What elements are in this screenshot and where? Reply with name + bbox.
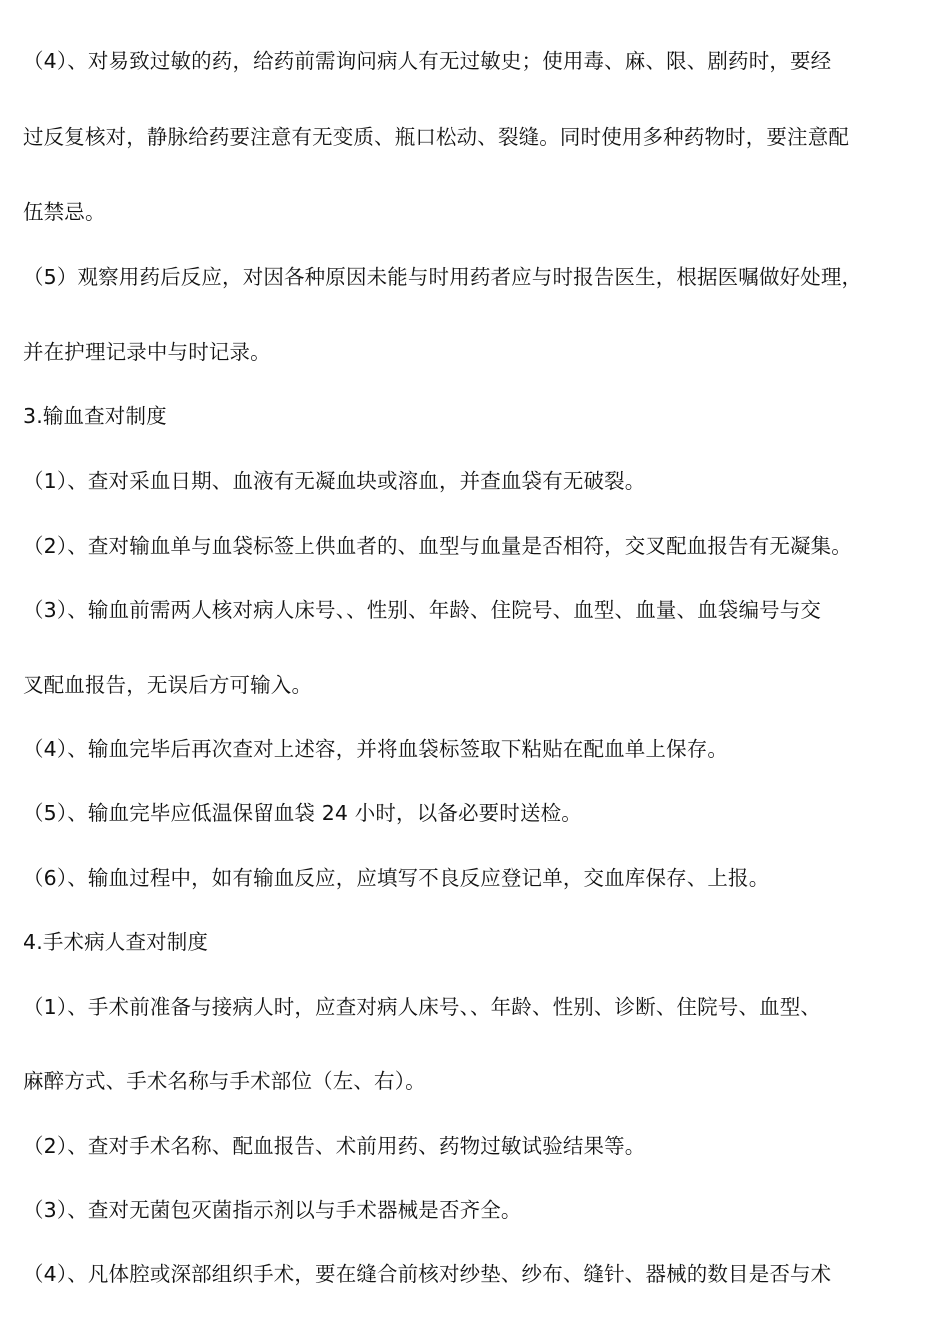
paragraph-line: （2）、查对手术名称、配血报告、术前用药、药物过敏试验结果等。: [23, 1134, 646, 1158]
paragraph-line: （6）、输血过程中，如有输血反应，应填写不良反应登记单，交血库保存、上报。: [23, 866, 770, 890]
paragraph-line: 麻醉方式、手术名称与手术部位（左、右）。: [23, 1069, 426, 1093]
paragraph-line: （3）、输血前需两人核对病人床号、、性别、年龄、住院号、血型、血量、血袋编号与交: [23, 598, 822, 622]
section-heading: 3.输血查对制度: [23, 404, 167, 428]
paragraph-line: 过反复核对，静脉给药要注意有无变质、瓶口松动、裂缝。同时使用多种药物时，要注意配: [23, 125, 849, 149]
paragraph-line: 伍禁忌。: [23, 200, 106, 224]
paragraph-line: （3）、查对无菌包灭菌指示剂以与手术器械是否齐全。: [23, 1198, 522, 1222]
paragraph-line: （5）观察用药后反应，对因各种原因未能与时用药者应与时报告医生，根据医嘱做好处理，: [23, 265, 863, 289]
paragraph-line: （2）、查对输血单与血袋标签上供血者的、血型与血量是否相符，交叉配血报告有无凝集。: [23, 534, 852, 558]
paragraph-line: （4）、输血完毕后再次查对上述容，并将血袋标签取下粘贴在配血单上保存。: [23, 737, 729, 761]
paragraph-line: 并在护理记录中与时记录。: [23, 340, 271, 364]
paragraph-line: （4）、凡体腔或深部组织手术，要在缝合前核对纱垫、纱布、缝针、器械的数目是否与术: [23, 1262, 832, 1286]
section-heading: 4.手术病人查对制度: [23, 930, 209, 954]
paragraph-line: （1）、手术前准备与接病人时，应查对病人床号、、年龄、性别、诊断、住院号、血型、: [23, 995, 822, 1019]
paragraph-line: （5）、输血完毕应低温保留血袋 24 小时，以备必要时送检。: [23, 801, 582, 825]
paragraph-line: 叉配血报告，无误后方可输入。: [23, 673, 313, 697]
paragraph-line: （4）、对易致过敏的药，给药前需询问病人有无过敏史；使用毒、麻、限、剧药时，要经: [23, 49, 832, 73]
paragraph-line: （1）、查对采血日期、血液有无凝血块或溶血，并查血袋有无破裂。: [23, 469, 646, 493]
